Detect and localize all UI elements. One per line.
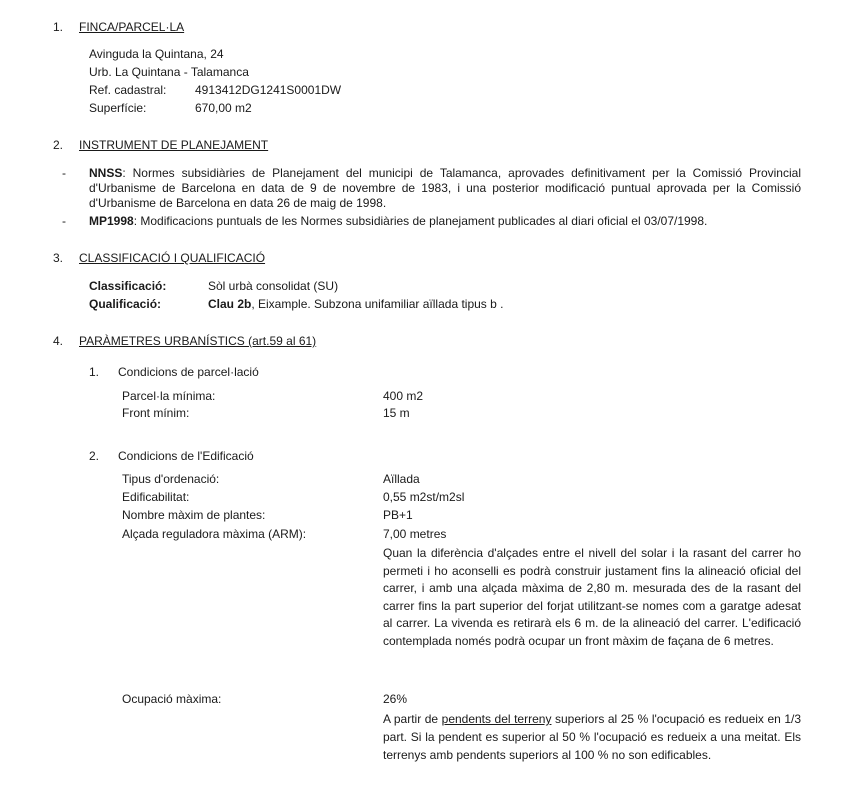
section-4-number: 4. bbox=[53, 334, 64, 348]
max-height-description: Quan la diferència d'alçades entre el nivell del solar i la rasant del carrer ho permeti i ho aconselli es podrà construir justament fins la alineació oficial del carrer, i amb una alçada màxima de 2,80 m. mesurada des de la rasant del carrer fins la part superior del forjat utilitzant-se nomes com a garatge adesat al carrer. La vivenda es retirarà els 6 m. de la alineació del carrer. L'edificació contemplada només podrà ocupar un front màxim de façana de 6 metres. bbox=[383, 546, 801, 648]
section-2-title: INSTRUMENT DE PLANEJAMENT bbox=[79, 138, 269, 152]
ordering-type-label: Tipus d'ordenació: bbox=[122, 472, 220, 486]
planning-item-nnss-text: : Normes subsidiàries de Planejament del municipi de Talamanca, aprovades definitivament per la Comissió Provincial d'Urbanisme de Barcelona en data de 9 de novembre de 1983, i una posterior modificació puntual aprovada per la Comissió d'Urbanisme de Barcelona en data 26 de maig de 1998. bbox=[89, 166, 801, 210]
qualification-code: Clau 2b bbox=[208, 297, 252, 311]
section-4-title: PARÀMETRES URBANÍSTICS (art.59 al 61) bbox=[79, 334, 317, 348]
section-2-number: 2. bbox=[53, 138, 64, 152]
max-floors-label: Nombre màxim de plantes: bbox=[122, 508, 266, 522]
max-occupation-label: Ocupació màxima: bbox=[122, 692, 222, 706]
classification-value: Sòl urbà consolidat (SU) bbox=[208, 279, 339, 293]
buildability-label: Edificabilitat: bbox=[122, 490, 190, 504]
bullet-dash: - bbox=[62, 214, 66, 228]
max-height-value: 7,00 metres bbox=[383, 527, 447, 541]
qualification-text: , Eixample. Subzona unifamiliar aïllada tipus b . bbox=[251, 297, 504, 311]
buildability-value: 0,55 m2st/m2sl bbox=[383, 490, 465, 504]
qualification-value bbox=[208, 297, 503, 312]
planning-item-mp1998-code: MP1998 bbox=[89, 214, 134, 228]
surface-value: 670,00 m2 bbox=[195, 101, 252, 115]
surface-label: Superfície: bbox=[89, 101, 147, 115]
max-occupation-value: 26% bbox=[383, 692, 408, 706]
address-line-2: Urb. La Quintana - Talamanca bbox=[89, 65, 249, 79]
subsection-1-title: Condicions de parcel·lació bbox=[118, 365, 259, 379]
occupation-text-start: A partir de bbox=[383, 712, 442, 726]
address-line-1: Avinguda la Quintana, 24 bbox=[89, 47, 224, 61]
bullet-dash: - bbox=[62, 166, 66, 180]
section-3-title: CLASSIFICACIÓ I QUALIFICACIÓ bbox=[79, 251, 266, 265]
max-occupation-description bbox=[383, 710, 801, 764]
max-height-label: Alçada reguladora màxima (ARM): bbox=[122, 527, 307, 541]
section-1-title: FINCA/PARCEL·LA bbox=[79, 20, 185, 34]
min-front-value: 15 m bbox=[383, 406, 410, 420]
subsection-1-number: 1. bbox=[89, 365, 100, 379]
occupation-text-rest: superiors al 25 % l'ocupació es redueix en 1/3 part. Si la pendent es superior al 50 % l'ocupació es redueix a una meitat. Els terrenys amb pendents superiors al 100 % no son edificables. bbox=[383, 712, 802, 762]
planning-item-mp1998-text: : Modificacions puntuals de les Normes subsidiàries de planejament publicades al diari oficial el 03/07/1998. bbox=[133, 214, 708, 228]
subsection-2-title: Condicions de l'Edificació bbox=[118, 449, 254, 463]
planning-item-nnss bbox=[89, 166, 801, 211]
cadastral-ref-label: Ref. cadastral: bbox=[89, 83, 167, 97]
max-floors-value: PB+1 bbox=[383, 508, 413, 522]
min-plot-value: 400 m2 bbox=[383, 389, 424, 403]
ordering-type-value: Aïllada bbox=[383, 472, 420, 486]
planning-item-mp1998 bbox=[89, 214, 707, 229]
min-plot-label: Parcel·la mínima: bbox=[122, 389, 216, 403]
qualification-label: Qualificació: bbox=[89, 297, 162, 311]
section-3-number: 3. bbox=[53, 251, 64, 265]
subsection-2-number: 2. bbox=[89, 449, 100, 463]
classification-label: Classificació: bbox=[89, 279, 167, 293]
cadastral-ref-value: 4913412DG1241S0001DW bbox=[195, 83, 342, 97]
terrain-slopes-term: pendents del terreny bbox=[441, 712, 552, 726]
section-1-number: 1. bbox=[53, 20, 64, 34]
planning-item-nnss-code: NNSS bbox=[89, 166, 123, 180]
min-front-label: Front mínim: bbox=[122, 406, 190, 420]
